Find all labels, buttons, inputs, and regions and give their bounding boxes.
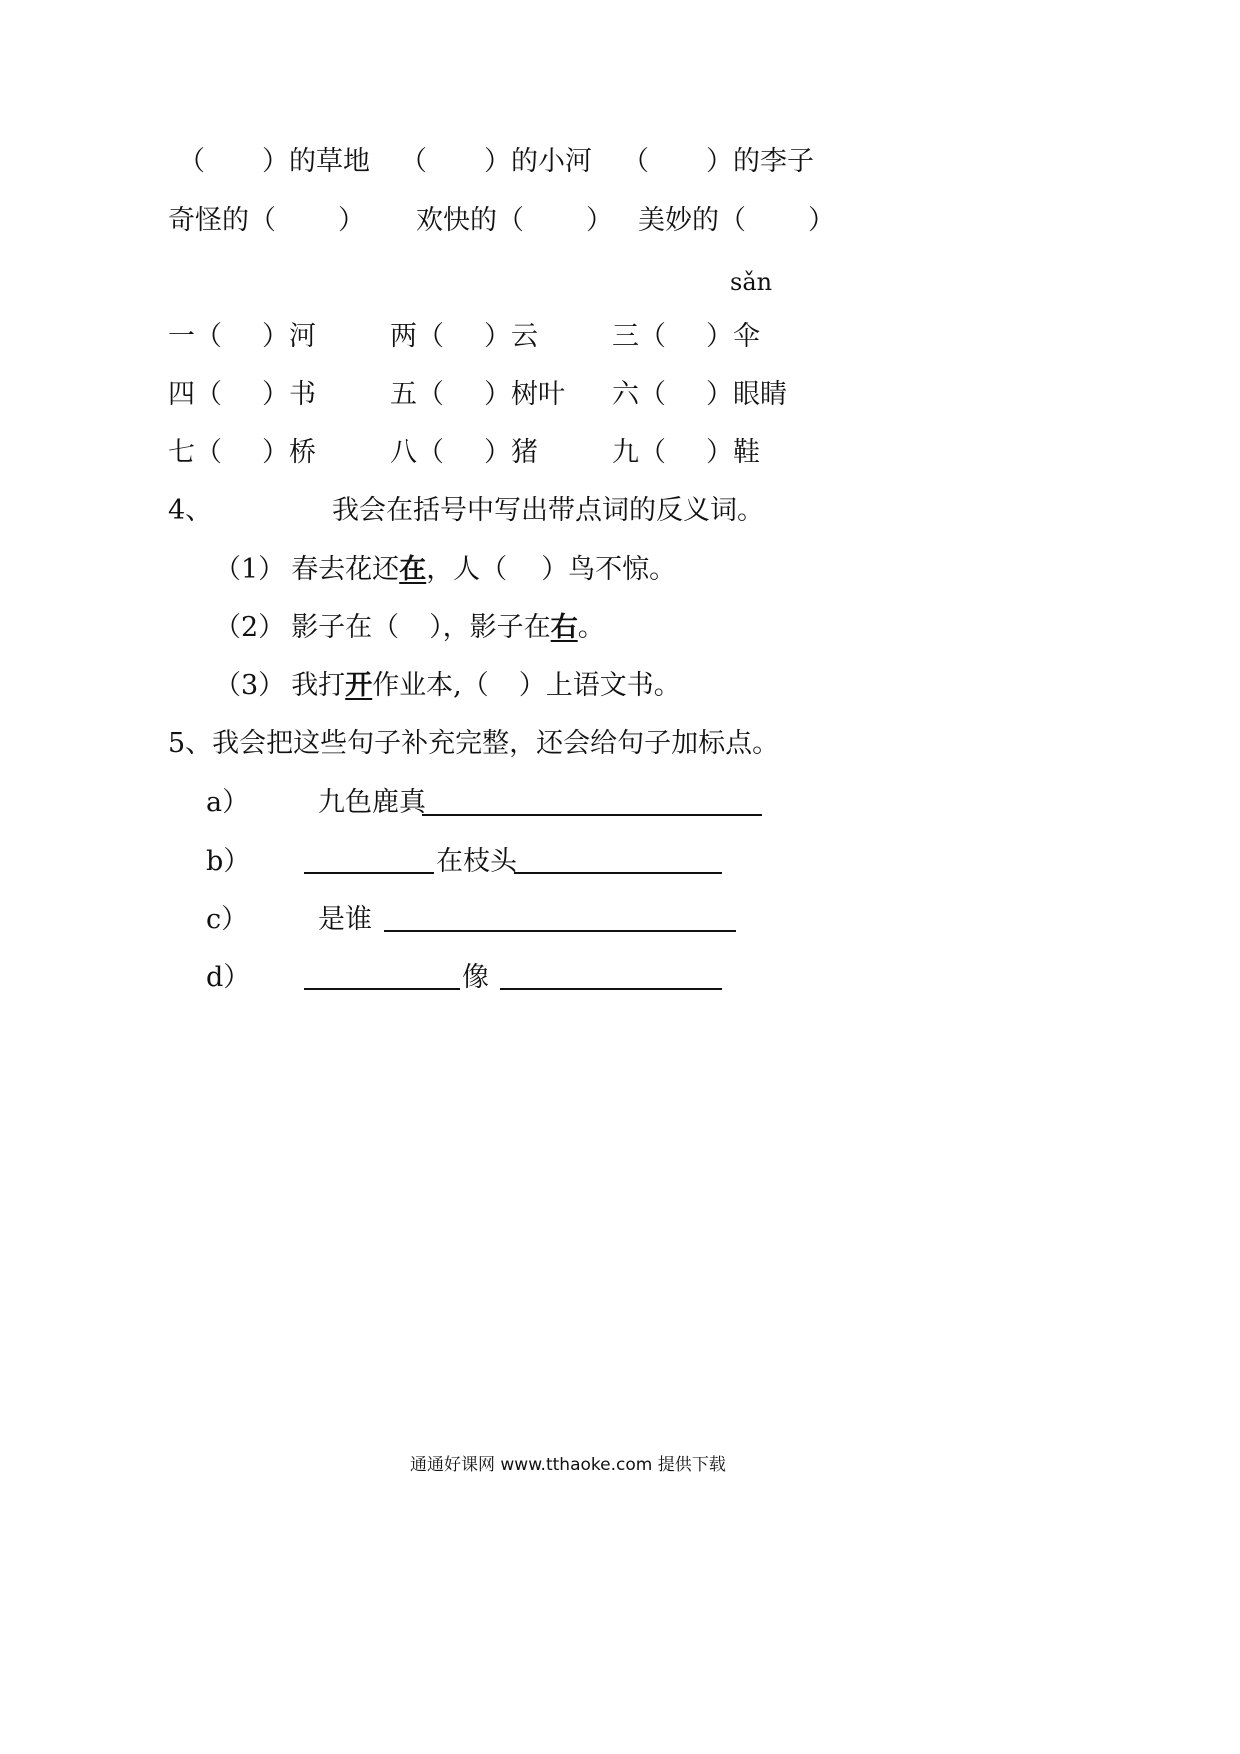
item-text: 。 <box>577 612 605 643</box>
q4-item-1 <box>214 553 676 587</box>
item-text: ）鸟不惊。 <box>541 554 677 585</box>
measure-5-a: 五（ <box>390 379 444 410</box>
answer-line[interactable] <box>422 814 762 816</box>
q5-text-c: 是谁 <box>318 904 372 935</box>
phrase-cheerful: 欢快的（ <box>416 205 524 236</box>
measure-8-a: 八（ <box>390 437 444 468</box>
measure-2-b: ）云 <box>484 321 538 352</box>
measure-9-a: 九（ <box>612 437 666 468</box>
phrase-plum: ）的李子 <box>706 146 814 177</box>
answer-line[interactable] <box>514 872 722 874</box>
phrase-river: ）的小河 <box>484 146 592 177</box>
q5-label-b: b） <box>206 846 251 877</box>
answer-line[interactable] <box>384 930 736 932</box>
q5-text-d: 像 <box>462 962 489 993</box>
q4-item-2 <box>214 611 605 645</box>
item-number: （1） <box>214 554 286 585</box>
measure-1-a: 一（ <box>168 321 222 352</box>
measure-3-b: ）伞 <box>706 321 760 352</box>
phrase-strange: 奇怪的（ <box>168 205 276 236</box>
pinyin-san: sǎn <box>730 268 773 296</box>
measure-4-b: ）书 <box>262 379 316 410</box>
measure-5-b: ）树叶 <box>484 379 565 410</box>
item-text: 作业本,（ <box>372 670 489 701</box>
item-text: ）上语文书。 <box>518 670 681 701</box>
dotted-word: 开 <box>345 670 373 701</box>
measure-6-a: 六（ <box>612 379 666 410</box>
measure-8-b: ）猪 <box>484 437 538 468</box>
q5-text-a: 九色鹿真 <box>318 787 426 818</box>
measure-7-a: 七（ <box>168 437 222 468</box>
item-text: 影子在（ <box>291 612 400 643</box>
phrase-grassland: ）的草地 <box>262 146 370 177</box>
item-number: （2） <box>214 612 286 643</box>
paren-close: ） <box>808 205 835 236</box>
q5-label-a: a） <box>206 787 250 818</box>
measure-6-b: ）眼睛 <box>706 379 787 410</box>
answer-line[interactable] <box>304 872 434 874</box>
q4-item-3 <box>214 669 681 703</box>
item-number: （3） <box>214 670 286 701</box>
measure-7-b: ）桥 <box>262 437 316 468</box>
q5-label-d: d） <box>206 962 251 993</box>
paren-close: ） <box>586 205 613 236</box>
dotted-word: 在 <box>399 554 427 585</box>
paren-close: ） <box>338 205 365 236</box>
item-text: ，人（ <box>426 554 508 585</box>
paren-open: （ <box>178 146 205 177</box>
q4-title: 我会在括号中写出带点词的反义词。 <box>332 495 764 526</box>
q5-title: 5、我会把这些句子补充完整，还会给句子加标点。 <box>168 728 780 759</box>
answer-line[interactable] <box>304 988 460 990</box>
item-text: 我打 <box>291 670 346 701</box>
q5-label-c: c） <box>206 904 249 935</box>
item-text: ），影子在 <box>429 612 551 643</box>
paren-open: （ <box>622 146 649 177</box>
dotted-word: 右 <box>550 612 578 643</box>
measure-2-a: 两（ <box>390 321 444 352</box>
measure-1-b: ）河 <box>262 321 316 352</box>
footer-text: 通通好课网 www.tthaoke.com 提供下载 <box>410 1455 726 1475</box>
measure-3-a: 三（ <box>612 321 666 352</box>
measure-9-b: ）鞋 <box>706 437 760 468</box>
item-text: 春去花还 <box>291 554 400 585</box>
measure-4-a: 四（ <box>168 379 222 410</box>
phrase-wonderful: 美妙的（ <box>638 205 746 236</box>
q4-number: 4、 <box>168 495 213 526</box>
q5-text-b: 在枝头 <box>436 846 517 877</box>
paren-open: （ <box>400 146 427 177</box>
answer-line[interactable] <box>500 988 722 990</box>
